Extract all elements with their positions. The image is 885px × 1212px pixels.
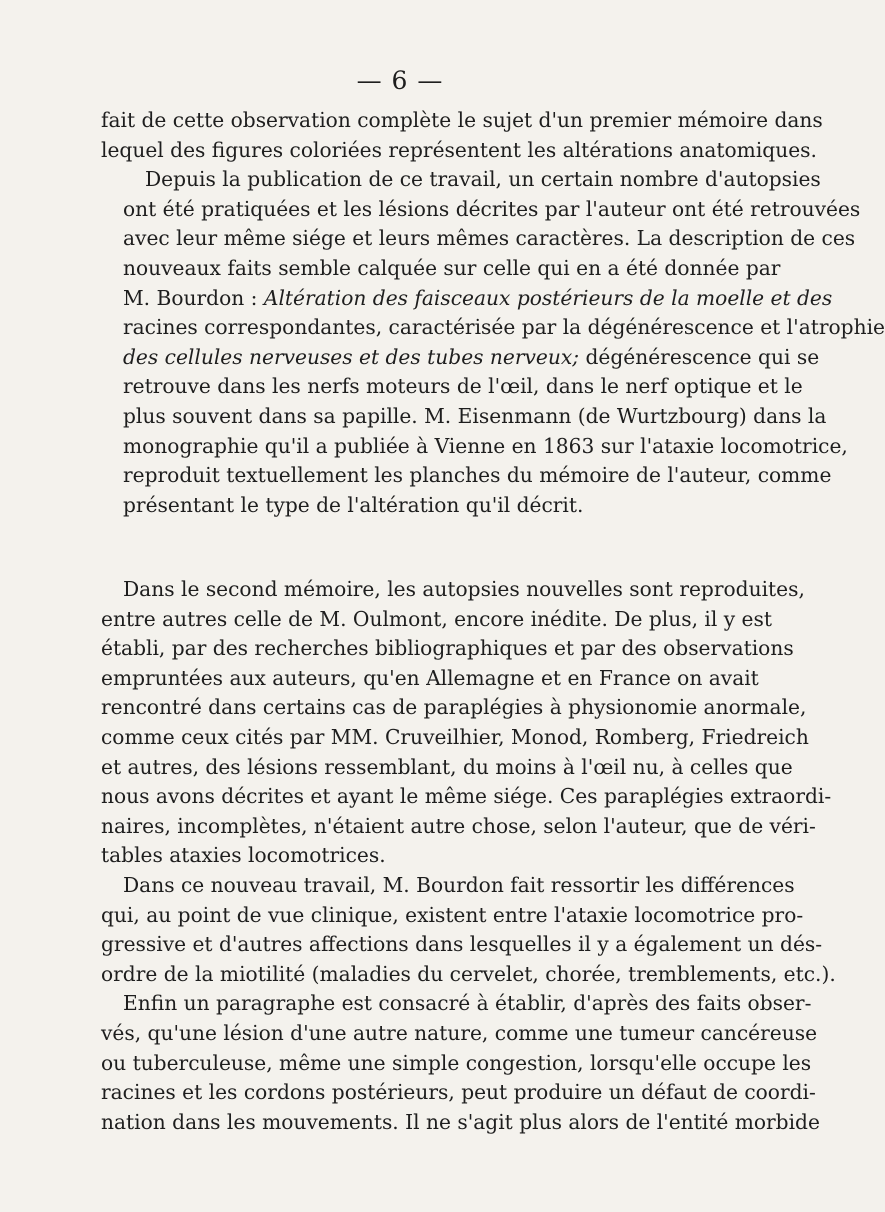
text-line: présentant le type de l'altération qu'il décrit. [123, 492, 584, 517]
text-line: avec leur même siége et leurs mêmes caractères. La description de ces [123, 226, 856, 251]
text-line: racines et les cordons postérieurs, peut produire un défaut de coordi- [101, 1080, 816, 1105]
text-line: naires, incomplètes, n'étaient autre chose, selon l'auteur, que de véri- [101, 813, 816, 838]
text-line: rencontré dans certains cas de paraplégies à physionomie anormale, [101, 695, 807, 720]
text-line: retrouve dans les nerfs moteurs de l'œil, dans le nerf optique et le [123, 374, 803, 399]
paragraph-2 [101, 165, 885, 520]
text-line: monographie qu'il a publiée à Vienne en 1863 sur l'ataxie locomotrice, [123, 433, 848, 458]
text-line: gressive et d'autres affections dans lesquelles il y a également un dés- [101, 932, 823, 957]
text-block-upper [101, 106, 885, 520]
page-number: — 6 — [356, 66, 444, 95]
paragraph-4 [101, 871, 836, 989]
text-line: plus souvent dans sa papille. M. Eisenmann (de Wurtzbourg) dans la [123, 403, 827, 428]
text-line-italic: racines correspondantes, caractérisée par la dégénérescence et l'atrophie [123, 315, 885, 340]
paragraph-3 [101, 575, 832, 871]
text-block-lower [101, 575, 836, 1137]
text-line: ou tuberculeuse, même une simple congestion, lorsqu'elle occupe les [101, 1050, 812, 1075]
text-run: M. Bourdon : [123, 285, 264, 310]
italic-title-run: Altération des faisceaux postérieurs de la moelle et des [263, 285, 833, 310]
text-line: vés, qu'une lésion d'une autre nature, comme une tumeur cancéreuse [101, 1020, 818, 1045]
text-line: nouveaux faits semble calquée sur celle qui en a été donnée par [123, 255, 781, 280]
text-line: Depuis la publication de ce travail, un certain nombre d'autopsies [145, 167, 821, 192]
text-line: entre autres celle de M. Oulmont, encore inédite. De plus, il y est [101, 606, 772, 631]
text-line: ont été pratiquées et les lésions décrites par l'auteur ont été retrouvées [123, 196, 861, 221]
italic-title-run: des cellules nerveuses et des tubes nerveux; [123, 344, 580, 369]
text-line: qui, au point de vue clinique, existent entre l'ataxie locomotrice pro- [101, 902, 804, 927]
text-line: Dans le second mémoire, les autopsies nouvelles sont reproduites, [123, 577, 805, 601]
text-line: empruntées aux auteurs, qu'en Allemagne et en France on avait [101, 665, 759, 690]
text-line: comme ceux cités par MM. Cruveilhier, Monod, Romberg, Friedreich [101, 724, 809, 749]
text-line: ordre de la miotilité (maladies du cervelet, chorée, tremblements, etc.). [101, 961, 836, 986]
text-line: nation dans les mouvements. Il ne s'agit plus alors de l'entité morbide [101, 1109, 820, 1134]
paragraph-1 [101, 106, 823, 165]
text-line: fait de cette observation complète le sujet d'un premier mémoire dans [101, 108, 823, 132]
text-line: reproduit textuellement les planches du mémoire de l'auteur, comme [123, 463, 832, 488]
text-line: nous avons décrites et ayant le même siége. Ces paraplégies extraordi- [101, 784, 832, 809]
text-line: et autres, des lésions ressemblant, du moins à l'œil nu, à celles que [101, 754, 793, 779]
paragraph-5 [101, 989, 820, 1137]
text-line: lequel des figures coloriées représentent les altérations anatomiques. [101, 137, 817, 162]
text-line: Dans ce nouveau travail, M. Bourdon fait ressortir les différences [123, 872, 795, 897]
text-run: dégénérescence qui se [579, 344, 820, 369]
text-line: tables ataxies locomotrices. [101, 843, 386, 868]
text-line [101, 284, 833, 314]
text-line: Enfin un paragraphe est consacré à établir, d'après des faits obser- [123, 991, 812, 1016]
text-line: établi, par des recherches bibliographiques et par des observations [101, 636, 794, 661]
text-line [101, 343, 820, 373]
